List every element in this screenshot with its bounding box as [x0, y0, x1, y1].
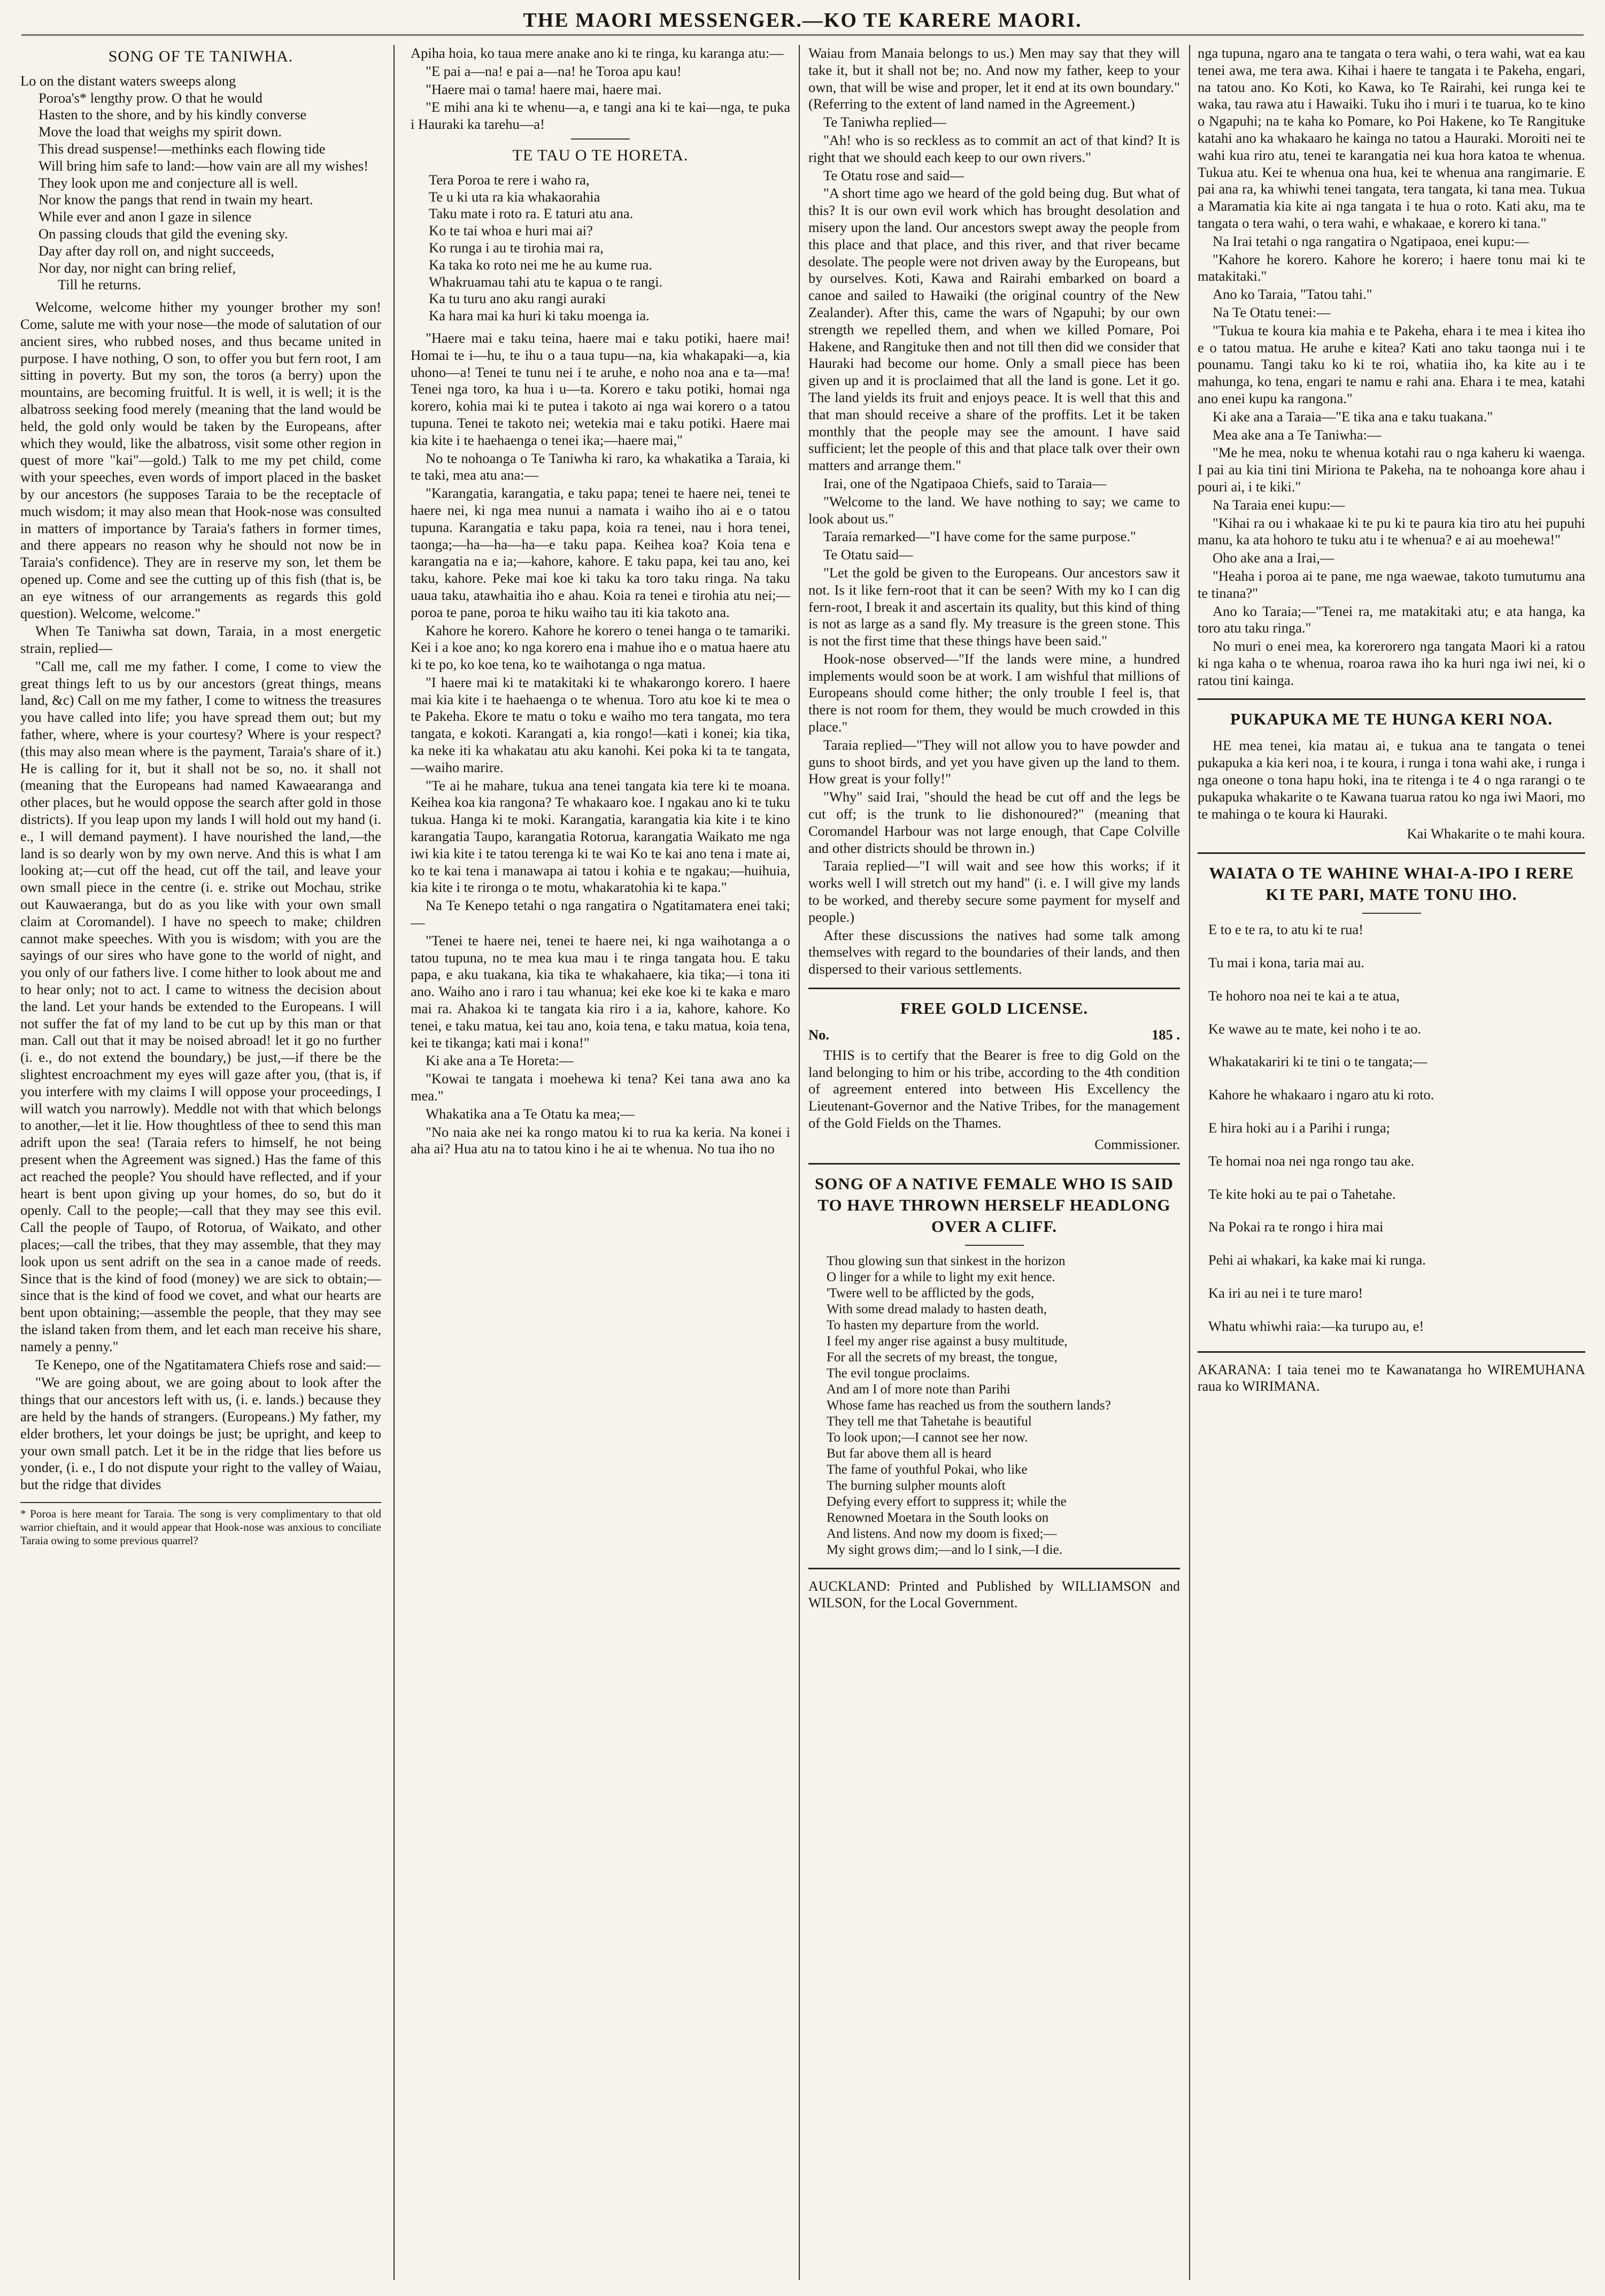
- divider: [1362, 913, 1421, 914]
- paragraph: Waiau from Manaia belongs to us.) Men may say that they will take it, but it shall not be; no. And now my father, keep to your own, that will be wise and proper, let it end at its own boundary." (Referring to the extent of land named in the Agreement.): [808, 45, 1180, 112]
- poem-line: Pehi ai whakari, ka kake mai ki runga.: [1208, 1252, 1426, 1268]
- poem-line: Te u ki uta ra kia whakaorahia: [429, 188, 600, 205]
- poem-line: This dread suspense!—methinks each flowing tide: [38, 140, 326, 157]
- paragraph: No muri o enei mea, ka korerorero nga tangata Maori ki a ratou ki nga kaha o te whenua, roaroa rawa iho ka huri nga iwi nei, ki o ratou tini kainga.: [1198, 638, 1585, 688]
- poem-line: Te homai noa nei nga rongo tau ake.: [1208, 1152, 1415, 1169]
- notice-text: HE mea tenei, kia matau ai, e tukua ana te tangata o tenei pukapuka a kia keri noa, i te koura, i runga i tona wahi ake, i runga i nga oneone o tona hapu hoki, ina te ritenga i te 4 o nga rarangi o te pukapuka whakarite o te Kawana tuarua ratou ko nga iwi Maori, mo te mahinga o te koura ki Hauraki.: [1198, 737, 1585, 822]
- paragraph: After these discussions the natives had some talk among themselves with regard to the boundaries of their lands, and then dispersed to their various settlements.: [808, 927, 1180, 977]
- paragraph: "Why" said Irai, "should the head be cut off and the legs be cut off; is the trunk to lie dishonoured?" (meaning that Coromandel Harbour was not large enough, that Cape Colville and other districts should be thrown in.): [808, 789, 1180, 856]
- divider: [965, 1245, 1024, 1246]
- column-1: [20, 45, 381, 2275]
- poem-line: Tera Poroa te rere i waho ra,: [429, 171, 590, 188]
- poem-line: Ka tu turu ano aku rangi auraki: [429, 290, 606, 307]
- poem-line: Na Pokai ra te rongo i hira mai: [1208, 1219, 1384, 1235]
- paragraph: Te Otatu said—: [823, 546, 913, 563]
- paragraph: nga tupuna, ngaro ana te tangata o tera wahi, o tera wahi, wat ea kau tenei awa, me tera awa. Kihai i haere te tangata i te Pakeha, engari, na tatou ano. Ko Koti, ko Kawa, ko Te Rairahi, kei runga kei te waka, tau rawa atu i Hawaiki. Tuku iho i muri i te tuarua, ko te kino o Ngapuhi; na te kaha ko Pomare, ko Poi Hakene, ko Te Rangituke katahi ano ka whakaaro he kainga no tatou a Hauraki. Moroiti nei te wahi kua riro atu, tenei te karangatia nei kua hora katoa te whenua. Tukua atu. Kei te whenua ona hua, kei te whenua ana rangimarie. E pai ana ra, ka whiwhi tenei tangata, tera tangata, ki tana mea. Tukua a Maramatia kia kite ai nga tangata i te hua o roto. Kati aku, ma te tangata o tera wahi, o tera wahi, e whakaae, e korero ki tana.": [1198, 45, 1585, 231]
- license-signature: Commissioner.: [1094, 1136, 1180, 1152]
- paragraph: Ano ko Taraia;—"Tenei ra, me matakitaki atu; e ata hanga, ka toro atu taku ringa.": [1198, 603, 1585, 636]
- column-rule: [393, 45, 395, 2280]
- paragraph: Whakatika ana a Te Otatu ka mea;—: [426, 1105, 635, 1122]
- poem-line: Ka iri au nei i te ture maro!: [1208, 1285, 1363, 1301]
- waiata: [1198, 921, 1585, 1335]
- divider: [808, 1568, 1180, 1569]
- poem-line: And listens. And now my doom is fixed;—: [827, 1526, 1057, 1541]
- license: [808, 998, 1180, 1153]
- paragraph: "Ah! who is so reckless as to commit an act of that kind? It is right that we should each keep to our own rivers.": [808, 132, 1180, 165]
- poem-line: Whakruamau tahi atu te kapua o te rangi.: [429, 273, 663, 290]
- poem-line: Nor know the pangs that rend in twain my heart.: [38, 191, 313, 208]
- poem-line: Renowned Moetara in the South looks on: [827, 1510, 1049, 1525]
- paragraph: "Te ai he mahare, tukua ana tenei tangata kia tere ki te moana. Keihea koa kia rangona? Te whakaaro koe. I ngakau ano ki te tuku tukua. Hanga ki te moki. Karangatia, karangatia kia kite i te kino karangatia Taupo, karangatia Rotorua, karangatia Waikato me nga iwi kia kite i te tatou terenga ki te wai Ko te kai ano tena i mate ai, ko te kai tena i manawapa ai tatou i kohia e te ngakau;—huihuia, kia kite i te rironga o te motu, whakaratohia ki te kapa.": [411, 777, 790, 896]
- divider: [1198, 1351, 1585, 1353]
- license-no: No.: [808, 1027, 830, 1043]
- column-rule: [1189, 45, 1190, 2280]
- divider: [808, 988, 1180, 989]
- poem-line: Nor day, nor night can bring relief,: [38, 259, 236, 276]
- paragraph: "Let the gold be given to the Europeans. Our ancestors saw it not. Is it like fern-root that it can be seen? With my ko I can dig fern-root, I break it and ascertain its quality, but this kind of thing is not as large as a sand fly. My treasure is the green stone. This is not the first time that these things have been said.": [808, 564, 1180, 649]
- paragraph: Taraia remarked—"I have come for the same purpose.": [823, 528, 1136, 545]
- divider: [1198, 698, 1585, 700]
- column-4: [1198, 45, 1585, 2275]
- poem-line: E hira hoki au i a Parihi i runga;: [1208, 1120, 1390, 1136]
- poem-line: Whose fame has reached us from the southern lands?: [827, 1398, 1111, 1413]
- paragraph: Te Otatu rose and said—: [823, 167, 964, 183]
- poem-line: And am I of more note than Parihi: [827, 1382, 1010, 1397]
- poem-line: Lo on the distant waters sweeps along: [20, 72, 236, 89]
- paragraph: "Kowai te tangata i moehewa ki tena? Kei tana awa ano ka mea.": [411, 1070, 790, 1104]
- poem-line: Ka taka ko roto nei me he au kume rua.: [429, 256, 652, 273]
- paragraph: Na Taraia enei kupu:—: [1213, 496, 1345, 513]
- poem-line: To look upon;—I cannot see her now.: [827, 1430, 1028, 1445]
- poem-line: Kahore he whakaaro i ngaro atu ki roto.: [1208, 1087, 1434, 1103]
- paragraph: "Welcome to the land. We have nothing to say; we came to look about us.": [808, 493, 1180, 527]
- poem-line: Hasten to the shore, and by his kindly converse: [38, 106, 307, 123]
- masthead: THE MAORI MESSENGER.—KO TE KARERE MAORI.: [21, 6, 1584, 36]
- poem-line: Will bring him safe to land:—how vain are all my wishes!: [38, 157, 369, 174]
- poem-line: Day after day roll on, and night succeeds,: [38, 242, 274, 259]
- waiata-title: WAIATA O TE WAHINE WHAI-A-IPO I RERE KI TE PARI, MATE TONU IHO.: [1209, 864, 1574, 904]
- paragraph: Te Kenepo, one of the Ngatitamatera Chiefs rose and said:—: [35, 1356, 381, 1373]
- paragraph: Ki ake ana a Te Horeta:—: [426, 1052, 574, 1069]
- paragraph: Irai, one of the Ngatipaoa Chiefs, said to Taraia—: [823, 475, 1106, 491]
- paragraph: "Haere mai o tama! haere mai, haere mai.: [426, 81, 662, 97]
- poem-line: With some dread malady to hasten death,: [827, 1301, 1047, 1316]
- imprint: AUCKLAND: Printed and Published by WILLIAMSON and WILSON, for the Local Government.: [808, 1578, 1180, 1611]
- paragraph: Te Taniwha replied—: [823, 114, 946, 130]
- imprint: AKARANA: I taia tenei mo te Kawanatanga ho WIREMUHANA raua ko WIRIMANA.: [1198, 1361, 1585, 1394]
- poem-line: For all the secrets of my breast, the tongue,: [827, 1350, 1058, 1365]
- paragraph: "E mihi ana ki te whenu—a, e tangi ana ki te kai—nga, te puka i Hauraki ka tarehu—a!: [411, 99, 790, 133]
- poem-line: To hasten my departure from the world.: [827, 1317, 1039, 1332]
- poem-line: They tell me that Tahetahe is beautiful: [827, 1414, 1032, 1429]
- poem-line: On passing clouds that gild the evening sky.: [38, 225, 288, 242]
- paragraph: "Haere mai e taku teina, haere mai e taku potiki, haere mai! Homai te i—hu, te ihu o a taua tupu—na, kia whakapaki—a, kia uhono—a! Tenei te tunu nei i te aruhe, e noho noa ana e ta—ma! Tenei nga toro, ka hua i u—ta. Korero e taku potiki, homai nga korero, kohia mai ki te putea i takoto ai nga wai korero o a tatou tupuna. Tenei te takoto nei; wetekia mai e taku potiki. Haere mai kia kite i te haehaenga o tenei ika;—haere mai,": [411, 329, 790, 448]
- poem-line: Ko te tai whoa e huri mai ai?: [429, 222, 593, 239]
- column-rule: [799, 45, 800, 2280]
- poem-line: Defying every effort to suppress it; while the: [827, 1494, 1067, 1509]
- paragraph: "Kihai ra ou i whakaae ki te pu ki te paura kia tiro atu hei pupuhi manu, ka ata hohoro te tuku atu i te whenua? e ai au moehewa!": [1198, 514, 1585, 548]
- column-2: [411, 45, 790, 2275]
- paragraph: Ki ake ana a Taraia—"E tika ana e taku tuakana.": [1213, 408, 1493, 425]
- notice-title: PUKAPUKA ME TE HUNGA KERI NOA.: [1230, 710, 1553, 729]
- poem-line: Ke wawe au te mate, kei noho i te ao.: [1208, 1020, 1422, 1037]
- poem: [20, 73, 381, 294]
- paragraph: "Call me, call me my father. I come, I come to view the great things left to us by our ancestors (great things, means land, &c) Call on me my father, I come to witness the treasures you have called into life; you have spread them out; but my father, where, where is your courtesy? Where is your respect? (this may also mean where is the payment, Taraia's share of it.) He is calling for it, but it shall not be so, no. it shall not (meaning that the Europeans had named Kawaearanga and other places, but he would oppose the search after gold in those districts). If you leap upon my lands I will hold out my hand (i. e., I will demand payment). I have nourished the land,—the land is so dearly won by my own nerve. And this is what I am looking at;—cut off the head, cut off the tail, and leave your own small piece in the centre (i. e. strike out Mochau, strike out Kauwaeranga, but do as you like with your own small claim at Coromandel). I have no speech to make; children cannot make speeches. With you is wisdom; with you are the sayings of our sires who have gone to the world of night, and you only of our fathers live. I come hither to look about me and to hear only; not to act. I came to witness the decision about the land. Let your hands be extended to the Europeans. I will not suffer the fat of my land to be cut up by this man or that man. Call out that it may be noised abroad! let it go no further (i. e., do not extend the boundary,) be just,—if there be the slightest encroachment my eyes will gaze after you, (that is, if you interfere with my claims I will oppose your proceedings, I will watch you narrowly). Meddle not with that which belongs to another,—let it lie. How thoughtless of thee to send this man adrift upon the sea! (Taraia refers to himself, he not being present when the Agreement was signed.) Has the fame of this act reached the people? You should have reflected, and if your heart is bent upon giving up your homes, do so, but do it openly. Call to the people;—call that they may see this evil. Call the people of Taupo, of Rotorua, of Waikato, and other places;—call the tribes, that they may assemble, that they may look upon us sent adrift on the sea in a canoe made of reeds. Since that is the kind of food (money) we are sick to obtain;—since that is the kind of food we covet, and what our hearts are bent upon obtaining;—assemble the people, that they may see the island taken from them, and let each man receive his share, namely a penny.": [20, 658, 381, 1354]
- poem: [411, 172, 790, 325]
- paragraph: When Te Taniwha sat down, Taraia, in a most energetic strain, replied—: [20, 623, 381, 657]
- poem-line: Move the load that weighs my spirit down.: [38, 124, 282, 140]
- paragraph: "I haere mai ki te matakitaki ki te whakarongo korero. I haere mai kia kite i te haehaenga o te whenua. Toro atu koe ki te mea o te Pakeha. Ekore te matu o toku e waiho mo tera tangata, mo tera tangata, e kokoti. Karangati a, kia rongo!—kati i konei; kia tika, ka neke iti ka whakatau atu aku kanohi. Kei poka ki ta te tangata,—waiho marire.: [411, 674, 790, 775]
- poem-line: The evil tongue proclaims.: [827, 1366, 970, 1381]
- poem: [808, 1253, 1180, 1558]
- poem-line: The burning sulpher mounts aloft: [827, 1478, 1006, 1493]
- section-title: TE TAU O TE HORETA.: [512, 146, 689, 164]
- paragraph: No te nohoanga o Te Taniwha ki raro, ka whakatika a Taraia, ki te taki, mea atu ana:—: [411, 450, 790, 483]
- footnote: * Poroa is here meant for Taraia. The song is very complimentary to that old warrior chieftain, and it would appear that Hook-nose was anxious to conciliate Taraia owing to some previous quarrel?: [20, 1502, 381, 1547]
- poem-line: E to e te ra, to atu ki te rua!: [1208, 921, 1363, 938]
- poem-line: They look upon me and conjecture all is well.: [38, 174, 298, 191]
- divider: [808, 1163, 1180, 1165]
- poem-line: Thou glowing sun that sinkest in the horizon: [827, 1253, 1066, 1268]
- column-3: [808, 45, 1180, 2275]
- paragraph: Oho ake ana a Irai,—: [1213, 550, 1334, 566]
- poem-line: I feel my anger rise against a busy multitude,: [827, 1334, 1068, 1349]
- paragraph: Taraia replied—"They will not allow you to have powder and guns to shoot birds, and yet you have given up the land to them. How great is your folly!": [808, 736, 1180, 787]
- notice-signature: Kai Whakarite o te mahi koura.: [1407, 826, 1585, 842]
- poem-line: Tu mai i kona, taria mai au.: [1208, 954, 1364, 971]
- paragraph: Na Irai tetahi o nga rangatira o Ngatipaoa, enei kupu:—: [1213, 233, 1529, 249]
- poem-line: The fame of youthful Pokai, who like: [827, 1462, 1028, 1477]
- paragraph: Ano ko Taraia, "Tatou tahi.": [1213, 286, 1372, 303]
- license-title: FREE GOLD LICENSE.: [900, 999, 1089, 1018]
- paragraph: "Tenei te haere nei, tenei te haere nei, ki nga waihotanga a o tatou tupuna, no te mea kua mau i te ringa tangata hou. E taku papa, e aku tuakana, kia tika te whakahaere, kia tika;—i tona iti ano. Waiho ano i raro i tau whanua; kei eke koe ki te kaka e maro mai ra. Ahakoa ki te tangata kia riro i a ia, kahore, kahore. Ko tenei, e taku matua, kei tau ano, koia tena, e taku matua, koia tena, kei te tikanga; kati mai i kona!": [411, 932, 790, 1051]
- paragraph: "A short time ago we heard of the gold being dug. But what of this? It is our own evil work which has brought desolation and misery upon the land. Our ancestors swept away the people from this place and that place, and this river, and that river became desolate. The people were not driven away by the Europeans, but by ourselves. Koti, Kawa and Rairahi embarked on board a canoe and sailed to Hawaiki (the original country of the New Zealander). After this, came the wars of Ngapuhi; by our own strength we repelled them, and when we killed Pomare, Poi Hakene, and Rangituke then and not till then did we consider that Hauraki had become our home. Only a small piece has been given up and it is proclaimed that all the land is gone. Let it go. The land yields its fruit and enjoys peace. It is well that this and that man should receive a share of the proffits. Let it be taken monthly that the people may see the amount. I have said sufficient; let the people of this and that place talk over their own matters and arrange them.": [808, 185, 1180, 474]
- paragraph: "Kahore he korero. Kahore he korero; i haere tonu mai ki te matakitaki.": [1198, 251, 1585, 284]
- license-text: THIS is to certify that the Bearer is free to dig Gold on the land belonging to him or his tribe, according to the 4th condition of agreement entered into between His Excellency the Lieutenant-Governor and the Native Tribes, for the management of the Gold Fields on the Thames.: [808, 1046, 1180, 1131]
- paragraph: Na Te Otatu tenei:—: [1213, 304, 1331, 320]
- poem-line: Te kite hoki au te pai o Tahetahe.: [1208, 1185, 1396, 1202]
- paragraph: "We are going about, we are going about to look after the things that our ancestors left with us, (i. e. lands.) because they are held by the hands of strangers. (Europeans.) My father, my elder brothers, let your doings be just; be upright, and keep to your own small patch. Let it be in the ridge that lies before us yonder, (i. e., I do not dispute your right to the valley of Waiau, but the ridge that divides: [20, 1374, 381, 1493]
- poem-line: Poroa's* lengthy prow. O that he would: [38, 89, 263, 106]
- paragraph: "No naia ake nei ka rongo matou ki to rua ka keria. Na konei i aha ai? Hua atu na to tatou kino i he ai te whenua. No tua iho no: [411, 1123, 790, 1157]
- poem-line: 'Twere well to be afflicted by the gods,: [827, 1285, 1035, 1300]
- license-number-row: [808, 1027, 1180, 1044]
- poem-line: O linger for a while to light my exit hence.: [827, 1269, 1055, 1284]
- poem-line: Taku mate i roto ra. E taturi atu ana.: [429, 205, 634, 222]
- poem-line: Till he returns.: [58, 276, 141, 293]
- poem-line: Ko runga i au te tirohia mai ra,: [429, 239, 604, 256]
- poem-line: My sight grows dim;—and lo I sink,—I die.: [827, 1542, 1062, 1557]
- paragraph: Na Te Kenepo tetahi o nga rangatira o Ngatitamatera enei taki;—: [411, 897, 790, 931]
- paragraph: "Tukua te koura kia mahia e te Pakeha, ehara i te mea i kitea iho e o tatou matua. He aruhe e kitea? Kati ano taku taonga nui i te pounamu. Tangi taku ko ki te roi, whatiia iho, ka kite au i te mahunga, ko tena, engari te namu e rahi ana. Ehara i te mea, katahi ano enei kupu ka rangona.": [1198, 322, 1585, 406]
- poem-line: Whakatakariri ki te tini o te tangata;—: [1208, 1053, 1427, 1070]
- paragraph: "E pai a—na! e pai a—na! he Toroa apu kau!: [426, 63, 682, 79]
- paragraph: Mea ake ana a Te Taniwha:—: [1213, 426, 1382, 443]
- license-year: 185 .: [1152, 1027, 1180, 1043]
- paragraph: Kahore he korero. Kahore he korero o tenei hanga o te tamariki. Kei i a koe ano; ko nga korero ena i mahue iho e o matua haere atu ki te po, ko koe tena, ko te waihotanga o nga matua.: [411, 622, 790, 673]
- poem-line: Ka hara mai ka huri ki taku moenga ia.: [429, 307, 650, 324]
- song-title: SONG OF A NATIVE FEMALE WHO IS SAID TO HAVE THROWN HERSELF HEADLONG OVER A CLIFF.: [815, 1174, 1174, 1236]
- divider: [571, 138, 630, 140]
- poem-line: Te hohoro noa nei te kai a te atua,: [1208, 987, 1400, 1004]
- poem-line: But far above them all is heard: [827, 1446, 992, 1461]
- poem-line: While ever and anon I gaze in silence: [38, 209, 252, 225]
- paragraph: Hook-nose observed—"If the lands were mine, a hundred implements would soon be at work. I am wishful that millions of Europeans should come hither; the only trouble I feel is, that there is not room for them, they would be much crowded in this place.": [808, 650, 1180, 735]
- divider: [1198, 852, 1585, 854]
- paragraph: "Karangatia, karangatia, e taku papa; tenei te haere nei, tenei te haere nei, ki nga mea nunui a namata i waiho iho ai e o tatou tupuna. Karangatia e taku papa, koia ra tenei, nau i hora tenei, taonga;—ha—ha—ha—e taku papa. Keihea koa? Koia tena e karangatia na e ia;—kahore, kahore. E taku papa, kei tau ano, kei taku, kahore. Peke mai koe ki taku ka toro taku ringa. Na taku uaua taku, atawhaitia iho e ahau. Koia ra tenei e tirohia atu nei;—poroa te pane, poroa te hiku waiho tau iti kia takoto ana.: [411, 485, 790, 620]
- paragraph: "Me he mea, noku te whenua kotahi rau o nga kaheru ki waenga. I pai au kia tini tini Miriona te Pakeha, na te nohoanga kore ahau i pouri ai, i te kiki.": [1198, 444, 1585, 495]
- song-title: SONG OF TE TANIWHA.: [108, 48, 294, 65]
- poem-line: Whatu whiwhi raia:—ka turupo au, e!: [1208, 1317, 1424, 1334]
- paragraph: "Heaha i poroa ai te pane, me nga waewae, takoto tumutumu ana te tinana?": [1198, 567, 1585, 601]
- paragraph: Taraia replied—"I will wait and see how this works; if it works well I will stretch out my hand" (i. e. I will give my lands to be worked, and thereby secure some payment for myself and people.): [808, 858, 1180, 925]
- paragraph: Welcome, welcome hither my younger brother my son! Come, salute me with your nose—the mode of salutation of our ancient sires, who rubbed noses, and thus became united in purpose. I have nothing, O son, to offer you but fern root, I am sitting in poverty. But my son, the toros (a berry) upon the mountains, are becoming fruitful. It is well, it is well; it is the albatross seeking food merely (meaning that the land would be held, the gold only would be taken by the Europeans, after which they would, like the albatross, visit some other region in quest of more "kai"—gold.) Talk to me my pet child, come with your speeches, even words of import placed in the basket by our ancestors (he supposes Taraia to be the receptacle of much wisdom; it may also mean that Hook-nose was consulted in matters of importance by Taraia's fathers in former times, and there appears no reason why he should not now be in Taraia's confidence). They are in reserve my son, let them be opened up. Come and see the cutting up of this fish (that is, be an eye witness of our arrangements as regards this gold question). Welcome, welcome.": [20, 299, 381, 621]
- paragraph: Apiha hoia, ko taua mere anake ano ki te ringa, ku karanga atu:—: [411, 45, 784, 61]
